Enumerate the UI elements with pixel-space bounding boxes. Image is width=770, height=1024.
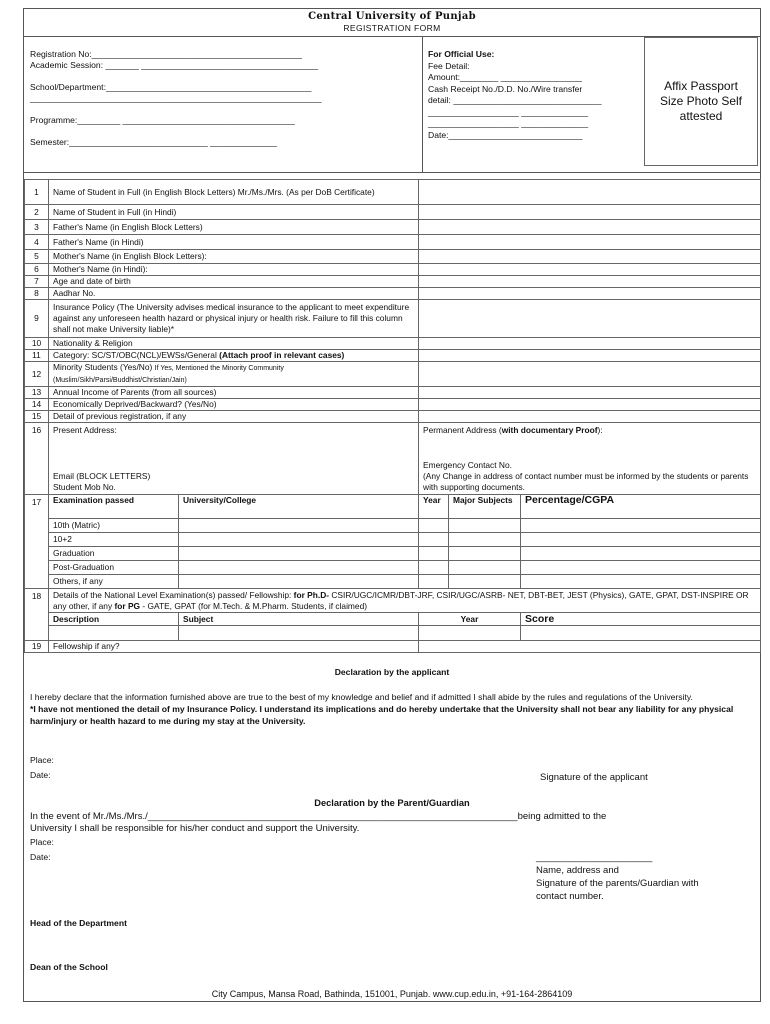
table-row: 13 Annual Income of Parents (from all sources) — [25, 387, 761, 399]
cash-receipt-label: Cash Receipt No./D.D. No./Wire transfer — [428, 83, 583, 94]
exam-row: 10+2 — [25, 533, 761, 547]
permanent-address-label: Permanent Address (with documentary Proof): — [423, 425, 603, 435]
official-use — [428, 49, 643, 141]
answer-cell[interactable] — [419, 276, 761, 288]
exam-row: Others, if any — [25, 575, 761, 589]
head-of-department: Head of the Department — [30, 918, 127, 928]
fellowship-row: 19 Fellowship if any? — [25, 641, 761, 653]
answer-cell[interactable] — [419, 264, 761, 276]
answer-cell[interactable] — [419, 387, 761, 399]
parent-place: Place: — [30, 837, 54, 847]
registration-form — [23, 8, 761, 1002]
answer-cell[interactable] — [419, 399, 761, 411]
parent-date: Date: — [30, 852, 51, 862]
address-row: 16 Present Address: Email (BLOCK LETTERS) Student Mob No. Permanent Address (with documentary Proof): Emergency Contact No. (Any Change in address of contact number must be informed by the students or parents with supporting documents. — [25, 423, 761, 495]
fee-detail-label: Fee Detail: — [428, 60, 470, 71]
answer-cell[interactable] — [419, 180, 761, 205]
answer-cell[interactable] — [419, 288, 761, 300]
table-row: 10 Nationality & Religion — [25, 338, 761, 350]
table-row: 12 Minority Students (Yes/No) If Yes, Mentioned the Minority Community (Muslim/Sikh/Parsi/Buddhist/Christian/Jain) — [25, 362, 761, 387]
divider — [422, 36, 423, 172]
national-header-row: Description Subject Year Score — [25, 613, 761, 626]
mobile-label: Student Mob No. — [53, 482, 116, 492]
registration-details — [30, 49, 420, 148]
school-department-line2[interactable]: _____________________________________________________________ — [30, 93, 322, 103]
emergency-contact-label: Emergency Contact No. — [423, 460, 512, 470]
answer-cell[interactable] — [419, 220, 761, 235]
parent-declaration-title: Declaration by the Parent/Guardian — [314, 798, 470, 808]
answer-cell[interactable] — [419, 411, 761, 423]
table-row: 9 Insurance Policy (The University advises medical insurance to the applicant to meet expenditure against any unforeseen health hazard or physical injury or health risk. Failure to fill this column shall not make University liable)* — [25, 300, 761, 338]
answer-cell[interactable] — [419, 350, 761, 362]
emergency-note: (Any Change in address of contact number must be informed by the students or parents with supporting documents. — [423, 471, 749, 492]
form-header — [24, 9, 760, 37]
exam-row: Post-Graduation — [25, 561, 761, 575]
amount-field[interactable]: Amount:________ _________________ — [428, 72, 582, 82]
school-department-field[interactable]: School/Department:___________________________________________ — [30, 82, 312, 92]
form-title: REGISTRATION FORM — [343, 23, 441, 33]
answer-cell[interactable] — [419, 205, 761, 220]
semester-field[interactable]: Semester:_____________________________ ______________ — [30, 137, 278, 147]
table-row: 4 Father's Name (in Hindi) — [25, 235, 761, 250]
official-date-field[interactable]: Date:____________________________ — [428, 129, 583, 140]
table-row: 7 Age and date of birth — [25, 276, 761, 288]
applicant-signature: Signature of the applicant — [540, 772, 648, 783]
answer-cell[interactable] — [419, 250, 761, 264]
official-line-a[interactable]: ___________________ ______________ — [428, 106, 589, 117]
permanent-address-cell[interactable] — [419, 423, 761, 495]
answer-cell[interactable] — [419, 641, 761, 653]
answer-cell[interactable] — [419, 235, 761, 250]
exam-row: 10th (Matric) — [25, 519, 761, 533]
national-exam-row: 18 Details of the National Level Examination(s) passed/ Fellowship: for Ph.D- CSIR/UGC/ICMR/DBT-JRF, CSIR/UGC/ASRB- NET, DBT-BET, JEST (Physics), GATE, GPAT, DST-INSPIRE OR any other, if any for PG - GATE, GPAT (for M.Tech. & M.Pharm. Students, if claimed) — [25, 589, 761, 613]
programme-field[interactable]: Programme:_________ ____________________________________ — [30, 115, 295, 125]
table-row: 1 Name of Student in Full (in English Block Letters) Mr./Ms./Mrs. (As per DoB Certificate) — [25, 180, 761, 205]
dean-of-school: Dean of the School — [30, 962, 108, 972]
table-row: 14 Economically Deprived/Backward? (Yes/No) — [25, 399, 761, 411]
table-row: 5 Mother's Name (in English Block Letters): — [25, 250, 761, 264]
table-row: 6 Mother's Name (in Hindi): — [25, 264, 761, 276]
email-label: Email (BLOCK LETTERS) — [53, 471, 151, 481]
parent-signature-block: ______________________ Name, address and Signature of the parents/Guardian with contact number. — [536, 852, 699, 902]
applicant-place: Place: — [30, 755, 54, 765]
national-exam-text: Details of the National Level Examination(s) passed/ Fellowship: for Ph.D- CSIR/UGC/ICMR/DBT-JRF, CSIR/UGC/ASRB- NET, DBT-BET, JEST (Physics), GATE, GPAT, DST-INSPIRE OR any other, if any for PG - GATE, GPAT (for M.Tech. & M.Pharm. Students, if claimed) — [49, 589, 761, 613]
detail-field[interactable]: detail: _______________________________ — [428, 95, 602, 105]
photo-box: Affix Passport Size Photo Self attested — [644, 37, 758, 166]
footer-address: City Campus, Mansa Road, Bathinda, 151001, Punjab. www.cup.edu.in, +91-164-2864109 — [211, 989, 573, 999]
declaration-para2: *I have not mentioned the detail of my Insurance Policy. I understand its implications and do hereby undertake that the University shall not bear any liability for any physical harm/injury or health hazard to me during my stay at the University. — [30, 704, 734, 726]
official-line-b[interactable]: ___________________ ______________ — [428, 118, 589, 128]
registration-no-field[interactable]: Registration No:____________________________________________ — [30, 49, 302, 59]
student-details-table — [24, 179, 761, 653]
table-row: 3 Father's Name (in English Block Letters) — [25, 220, 761, 235]
applicant-declaration — [24, 667, 760, 727]
university-name: Central University of Punjab — [308, 11, 476, 22]
present-address-cell[interactable] — [49, 423, 419, 495]
present-address-label: Present Address: — [53, 425, 117, 435]
parent-declaration-text: In the event of Mr./Ms./Mrs./______________________________________________________________________being admitted to the University I shall be responsible for his/her conduct and support the University. — [30, 811, 607, 834]
answer-cell[interactable] — [419, 338, 761, 350]
top-section — [24, 36, 760, 173]
table-row: 15 Detail of previous registration, if any — [25, 411, 761, 423]
table-row: 11 Category: SC/ST/OBC(NCL)/EWSs/General (Attach proof in relevant cases) — [25, 350, 761, 362]
official-use-heading: For Official Use: — [428, 49, 495, 59]
answer-cell[interactable] — [419, 362, 761, 387]
table-row: 8 Aadhar No. — [25, 288, 761, 300]
table-row: 2 Name of Student in Full (in Hindi) — [25, 205, 761, 220]
academic-session-field[interactable]: Academic Session: _______ _____________________________________ — [30, 60, 319, 70]
declaration-title: Declaration by the applicant — [334, 667, 450, 677]
national-entry-row — [25, 626, 761, 641]
applicant-date: Date: — [30, 770, 51, 780]
answer-cell[interactable] — [419, 300, 761, 338]
exam-header-row: 17 Examination passed University/College Year Major Subjects Percentage/CGPA — [25, 495, 761, 519]
exam-row: Graduation — [25, 547, 761, 561]
declaration-para1: I hereby declare that the information furnished above are true to the best of my knowledge and belief and if admitted I shall abide by the rules and regulations of the University. — [30, 692, 693, 702]
